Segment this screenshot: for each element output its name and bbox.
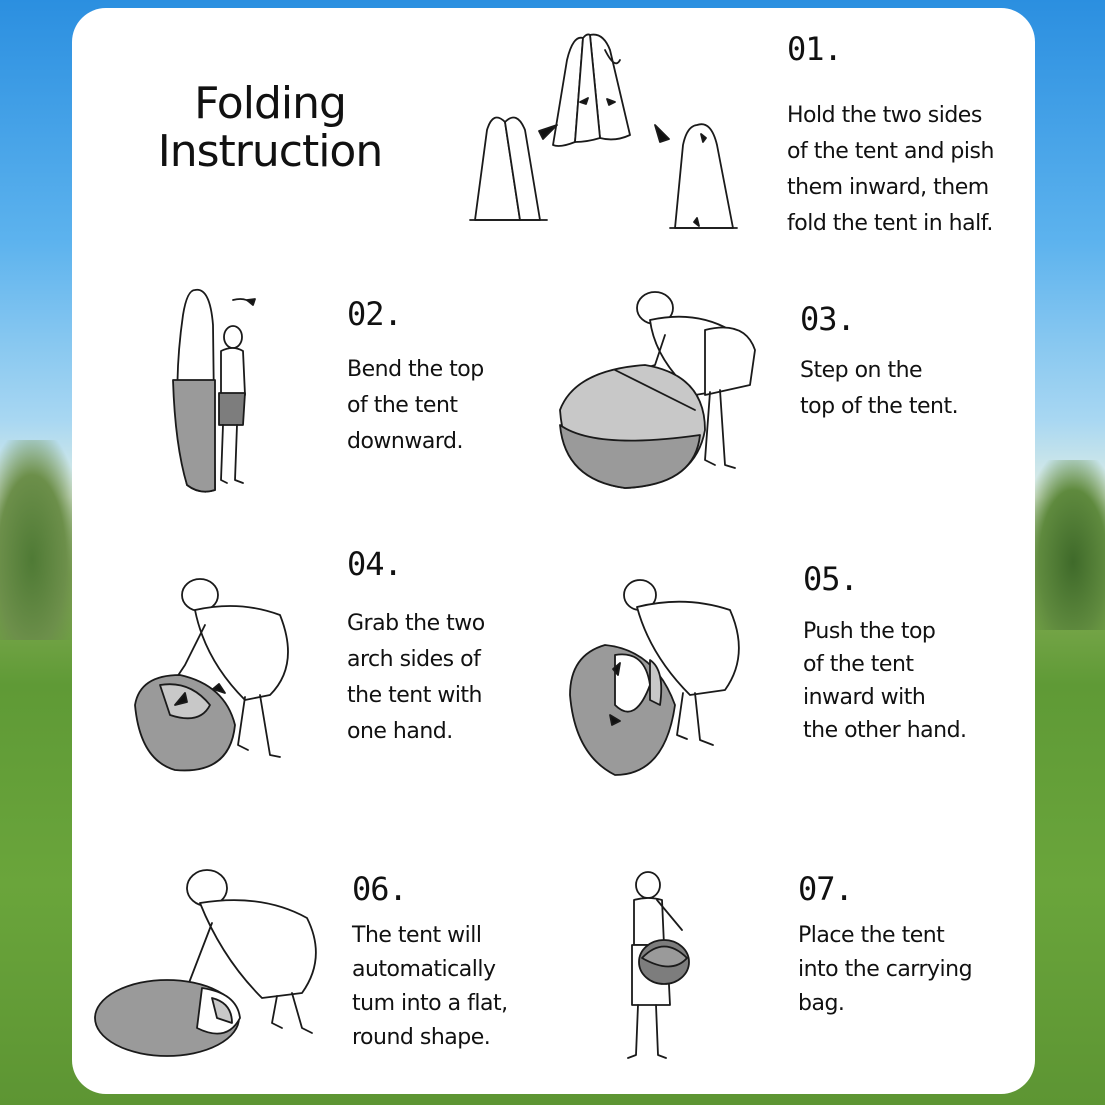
step-02-text bbox=[347, 352, 484, 460]
step-04-line-2: arch sides of bbox=[347, 647, 481, 672]
step-01-line-1: Hold the two sides bbox=[787, 103, 982, 128]
step-06-number: 06. bbox=[352, 870, 407, 908]
step-01-number: 01. bbox=[787, 30, 842, 68]
step-07-line-3: bag. bbox=[798, 991, 845, 1016]
step-05-line-2: of the tent bbox=[803, 652, 914, 677]
step-07-text bbox=[798, 918, 972, 1022]
title-line-1: Folding bbox=[194, 78, 346, 129]
title-line-2: Instruction bbox=[157, 126, 383, 177]
step-05-text bbox=[803, 614, 967, 749]
tent-fold-in-half-illustration bbox=[465, 30, 745, 240]
step-06-line-4: round shape. bbox=[352, 1025, 491, 1050]
step-02-line-1: Bend the top bbox=[347, 357, 484, 382]
step-03-line-2: top of the tent. bbox=[800, 394, 959, 419]
step-05-line-4: the other hand. bbox=[803, 718, 967, 743]
step-04-text bbox=[347, 606, 485, 750]
step-05-line-3: inward with bbox=[803, 685, 926, 710]
step-03-number: 03. bbox=[800, 300, 855, 338]
step-05-number: 05. bbox=[803, 560, 858, 598]
step-06-line-2: automatically bbox=[352, 957, 496, 982]
page-title bbox=[120, 80, 420, 176]
step-07-line-1: Place the tent bbox=[798, 923, 945, 948]
step-03-text bbox=[800, 353, 958, 425]
step-07-line-2: into the carrying bbox=[798, 957, 973, 982]
step-01-line-2: of the tent and pish bbox=[787, 139, 994, 164]
push-top-inward-illustration bbox=[565, 575, 750, 780]
step-04-line-4: one hand. bbox=[347, 719, 453, 744]
step-05-line-1: Push the top bbox=[803, 619, 936, 644]
background-trees-left bbox=[0, 440, 80, 640]
step-01-text bbox=[787, 98, 994, 242]
grab-arch-sides-illustration bbox=[130, 575, 300, 780]
step-06-line-1: The tent will bbox=[352, 923, 482, 948]
step-02-number: 02. bbox=[347, 295, 402, 333]
step-03-line-1: Step on the bbox=[800, 358, 923, 383]
flat-round-tent-illustration bbox=[92, 868, 332, 1063]
background-trees-right bbox=[1025, 460, 1105, 630]
step-04-line-3: the tent with bbox=[347, 683, 482, 708]
step-04-line-1: Grab the two bbox=[347, 611, 485, 636]
carrying-bag-illustration bbox=[612, 870, 702, 1065]
step-06-line-3: tum into a flat, bbox=[352, 991, 508, 1016]
step-01-line-3: them inward, them bbox=[787, 175, 989, 200]
step-on-tent-illustration bbox=[555, 290, 765, 490]
step-06-text bbox=[352, 918, 508, 1056]
step-02-line-2: of the tent bbox=[347, 393, 458, 418]
step-02-line-3: downward. bbox=[347, 429, 463, 454]
step-07-number: 07. bbox=[798, 870, 853, 908]
step-01-line-4: fold the tent in half. bbox=[787, 211, 993, 236]
step-04-number: 04. bbox=[347, 545, 402, 583]
bend-tent-top-illustration bbox=[165, 285, 265, 495]
